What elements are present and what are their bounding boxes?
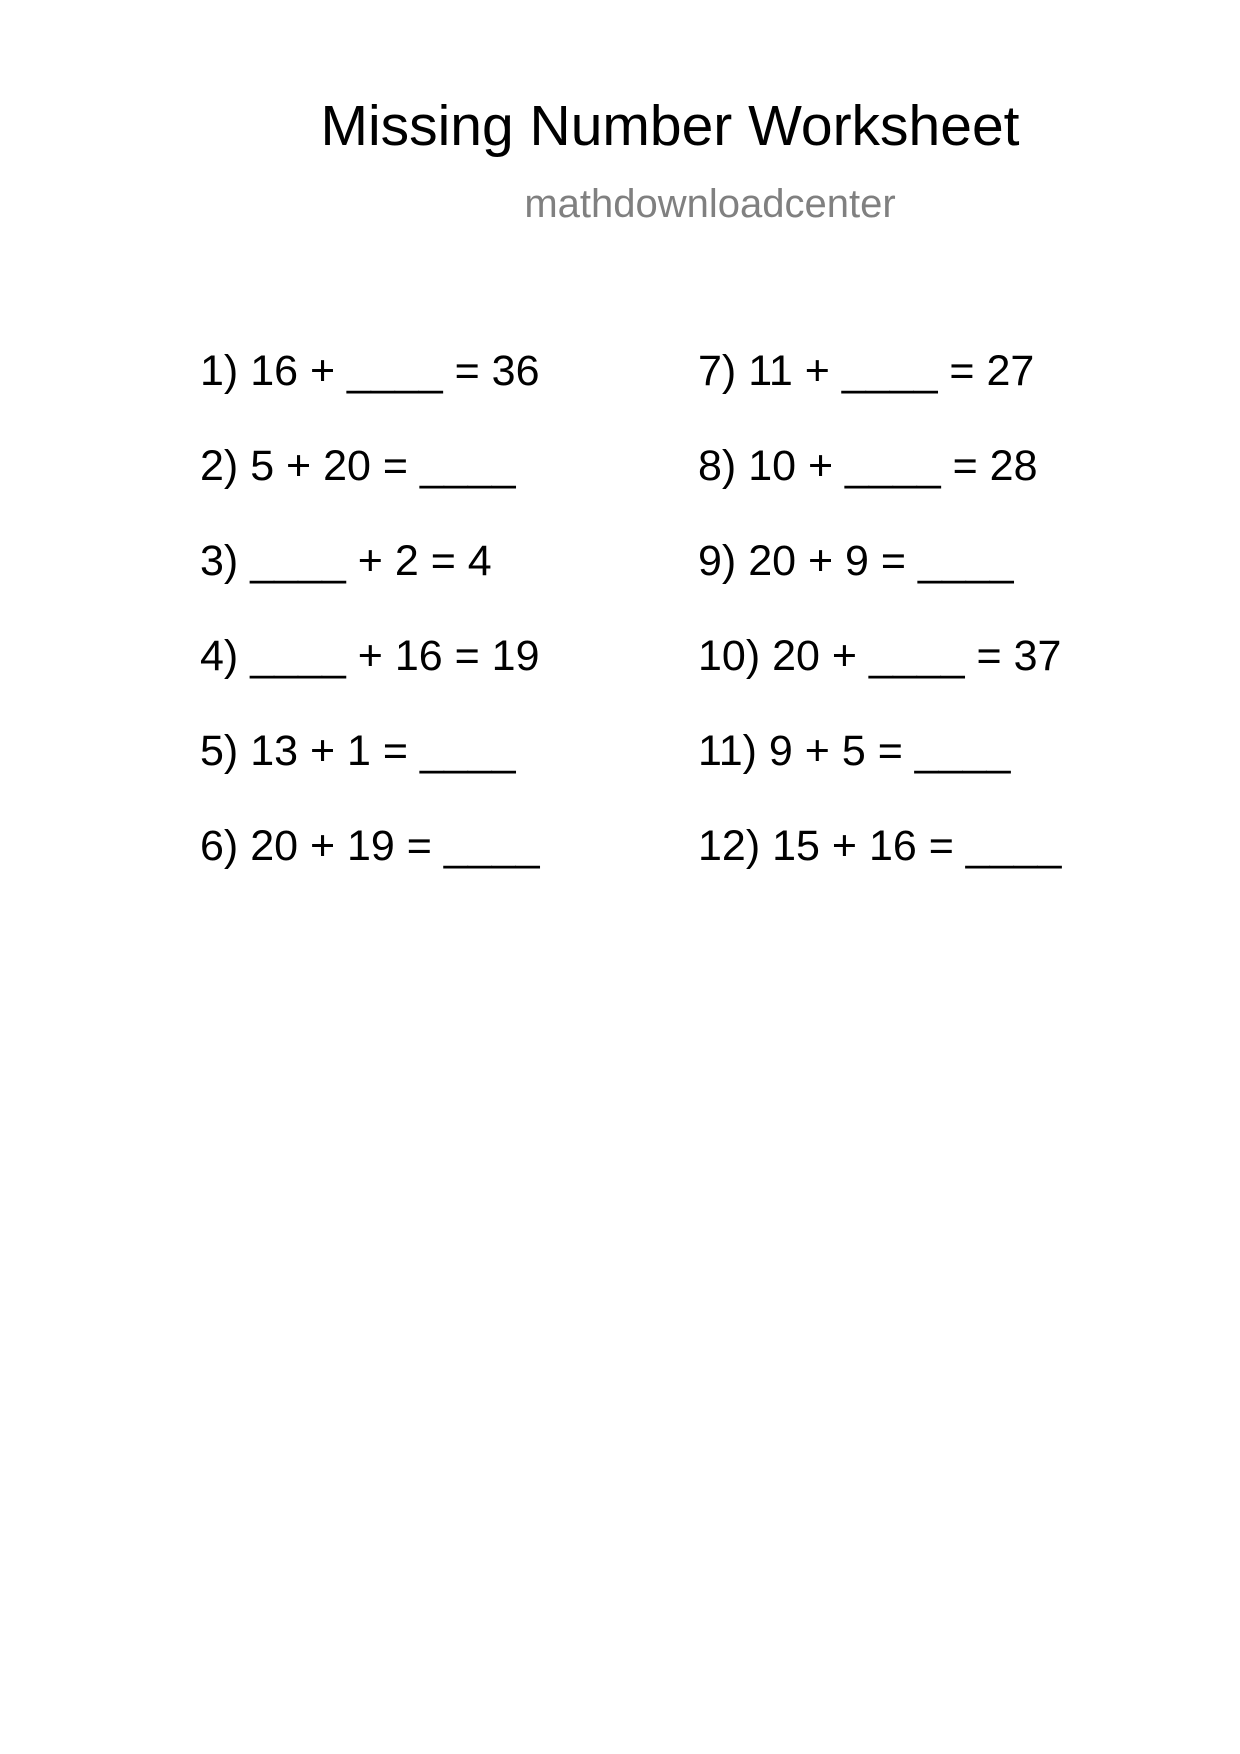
page-title: Missing Number Worksheet <box>320 94 1020 158</box>
problem-equation: 15 + 16 = ____ <box>772 822 1062 870</box>
problem-equation: 16 + ____ = 36 <box>250 347 540 395</box>
problem-number: 2) <box>200 442 239 490</box>
problem-number: 6) <box>200 822 239 870</box>
problem-number: 8) <box>698 442 737 490</box>
problem-equation: 9 + 5 = ____ <box>768 727 1011 775</box>
problem-equation: ____ + 2 = 4 <box>250 537 492 585</box>
problem-number: 10) <box>698 632 761 680</box>
problem-number: 5) <box>200 727 239 775</box>
problem-number: 4) <box>200 632 239 680</box>
problem-10 <box>698 632 1062 680</box>
problem-number: 9) <box>698 537 737 585</box>
problem-equation: 10 + ____ = 28 <box>748 442 1038 490</box>
problem-number: 12) <box>698 822 761 870</box>
problem-8 <box>698 442 1038 490</box>
problem-number: 7) <box>698 347 737 395</box>
problem-number: 3) <box>200 537 239 585</box>
problem-equation: 11 + ____ = 27 <box>748 347 1035 395</box>
problem-equation: 20 + 9 = ____ <box>748 537 1014 585</box>
problem-equation: 20 + ____ = 37 <box>772 632 1062 680</box>
problem-6 <box>200 822 540 870</box>
page-subtitle: mathdownloadcenter <box>524 182 896 226</box>
problem-number: 1) <box>200 347 239 395</box>
problem-equation: ____ + 16 = 19 <box>250 632 540 680</box>
problem-equation: 20 + 19 = ____ <box>250 822 540 870</box>
problem-4 <box>200 632 540 680</box>
problem-3 <box>200 537 492 585</box>
problem-1 <box>200 347 540 395</box>
problem-11 <box>698 727 1011 775</box>
problem-9 <box>698 537 1014 585</box>
problem-12 <box>698 822 1062 870</box>
problem-5 <box>200 727 516 775</box>
problem-equation: 13 + 1 = ____ <box>250 727 516 775</box>
problem-equation: 5 + 20 = ____ <box>250 442 516 490</box>
problem-7 <box>698 347 1035 395</box>
problem-2 <box>200 442 516 490</box>
problem-number: 11) <box>698 727 757 775</box>
